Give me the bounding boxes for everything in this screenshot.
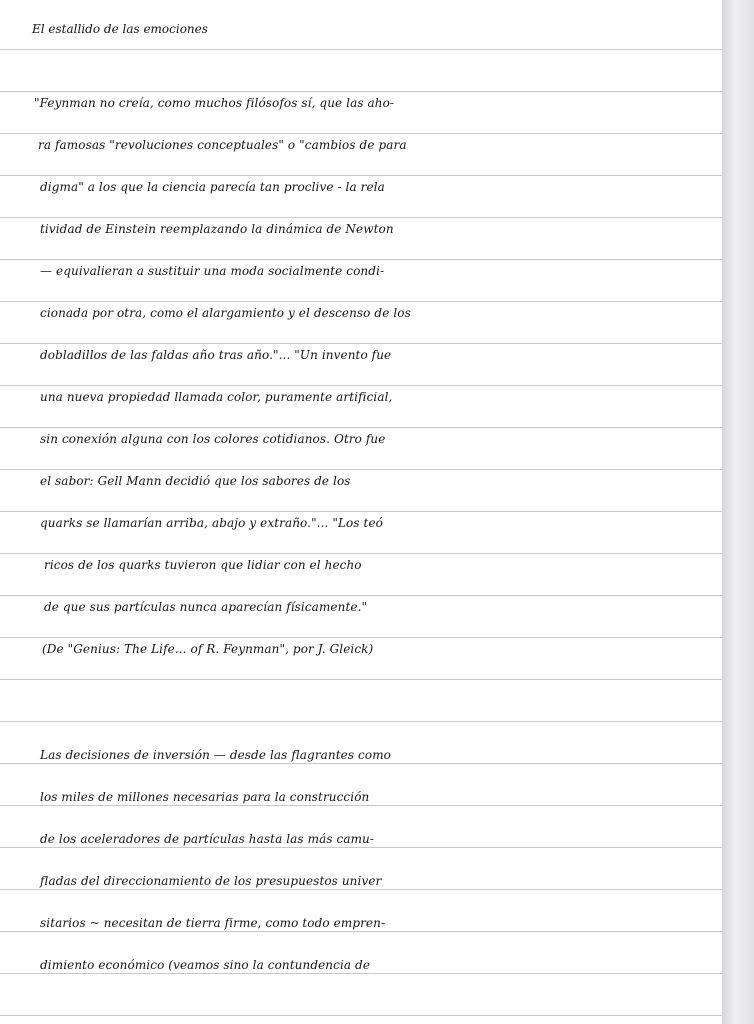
text-line: "Feynman no creía, como muchos filósofos sí, que las aho-	[34, 96, 395, 110]
text-line: cionada por otra, como el alargamiento y el descenso de los	[40, 306, 411, 320]
text-line: dimiento económico (veamos sino la contundencia de	[40, 958, 371, 972]
text-line: fladas del direccionamiento de los presupuestos univer	[40, 874, 382, 888]
citation-line: (De "Genius: The Life... of R. Feynman", por J. Gleick)	[42, 642, 374, 656]
text-line: una nueva propiedad llamada color, puramente artificial,	[40, 390, 393, 404]
page-edge	[722, 0, 754, 1024]
text-line: quarks se llamarían arriba, abajo y extraño."... "Los teó	[40, 516, 383, 530]
text-line: tividad de Einstein reemplazando la dinámica de Newton	[40, 222, 394, 236]
text-line: los miles de millones necesarias para la construcción	[40, 790, 370, 804]
text-line: Las decisiones de inversión — desde las flagrantes como	[40, 748, 392, 762]
text-line: de que sus partículas nunca aparecían físicamente."	[44, 600, 368, 614]
text-line: — equivalieran a sustituir una moda socialmente condi-	[40, 264, 385, 278]
text-line: ra famosas "revoluciones conceptuales" o "cambios de para	[38, 138, 407, 152]
text-line: sitarios ~ necesitan de tierra firme, como todo empren-	[40, 916, 386, 930]
text-line: ricos de los quarks tuvieron que lidiar con el hecho	[44, 558, 362, 572]
page-heading: El estallido de las emociones	[32, 22, 208, 36]
text-line: dobladillos de las faldas año tras año."... "Un invento fue	[40, 348, 392, 362]
text-line: sin conexión alguna con los colores cotidianos. Otro fue	[40, 432, 386, 446]
text-line: de los aceleradores de partículas hasta las más camu-	[40, 832, 375, 846]
text-line: digma" a los que la ciencia parecía tan proclive - la rela	[40, 180, 385, 194]
text-line: el sabor: Gell Mann decidió que los sabores de los	[40, 474, 351, 488]
